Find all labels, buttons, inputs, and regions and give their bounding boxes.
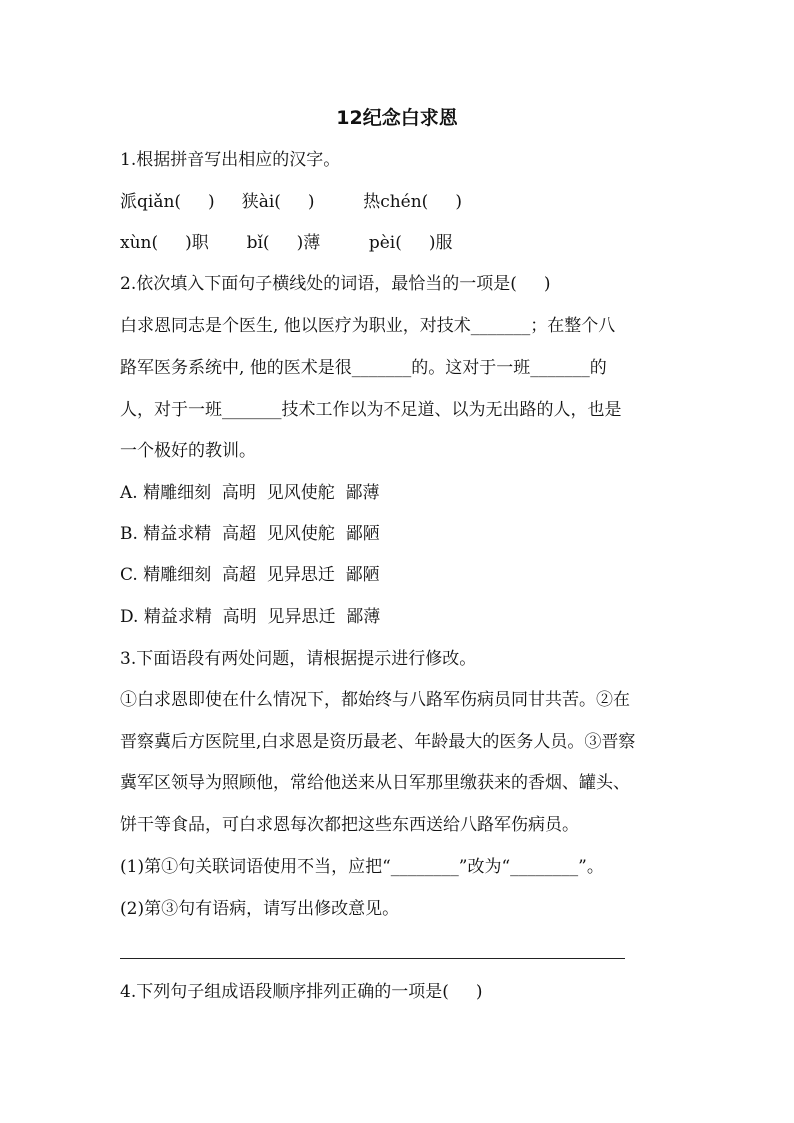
question-2-prompt: 2.依次填入下面句子横线处的词语，最恰当的一项是( )	[120, 274, 551, 294]
question-3-passage-line: 晋察冀后方医院里,白求恩是资历最老、年龄最大的医务人员。③晋察	[120, 732, 636, 752]
question-1-prompt: 1.根据拼音写出相应的汉字。	[120, 150, 341, 170]
question-2-option-c: C. 精雕细刻 高超 见异思迁 鄙陋	[120, 565, 380, 585]
question-2-passage-line: 路军医务系统中, 他的医术是很_______的。这对于一班_______的	[120, 358, 607, 378]
question-2-passage-line: 白求恩同志是个医生, 他以医疗为职业，对技术_______；在整个八	[120, 316, 616, 336]
question-1-pinyin-row-1: 派qiǎn( ) 狭ài( ) 热chén( )	[120, 192, 462, 212]
question-4-prompt: 4.下列句子组成语段顺序排列正确的一项是( )	[120, 982, 483, 1002]
question-2-option-a: A. 精雕细刻 高明 见风使舵 鄙薄	[120, 483, 380, 503]
question-2-option-b: B. 精益求精 高超 见风使舵 鄙陋	[120, 524, 380, 544]
page-title: 12纪念白求恩	[336, 107, 458, 129]
answer-line	[120, 958, 625, 959]
question-2-option-d: D. 精益求精 高明 见异思迁 鄙薄	[120, 607, 381, 627]
question-2-passage-line: 人，对于一班_______技术工作以为不足道、以为无出路的人，也是	[120, 400, 622, 420]
question-3-passage-line: 冀军区领导为照顾他，常给他送来从日军那里缴获来的香烟、罐头、	[120, 773, 630, 793]
question-3-passage-line: 饼干等食品，可白求恩每次都把这些东西送给八路军伤病员。	[120, 815, 579, 835]
question-2-passage-line: 一个极好的教训。	[120, 441, 256, 461]
question-3-subquestion-1: (1)第①句关联词语使用不当，应把“________”改为“________”。	[120, 857, 604, 877]
question-3-passage-line: ①白求恩即使在什么情况下，都始终与八路军伤病员同甘共苦。②在	[120, 690, 630, 710]
question-1-pinyin-row-2: xùn( )职 bǐ( )薄 pèi( )服	[120, 233, 453, 253]
question-3-prompt: 3.下面语段有两处问题，请根据提示进行修改。	[120, 649, 477, 669]
question-3-subquestion-2: (2)第③句有语病，请写出修改意见。	[120, 899, 400, 919]
